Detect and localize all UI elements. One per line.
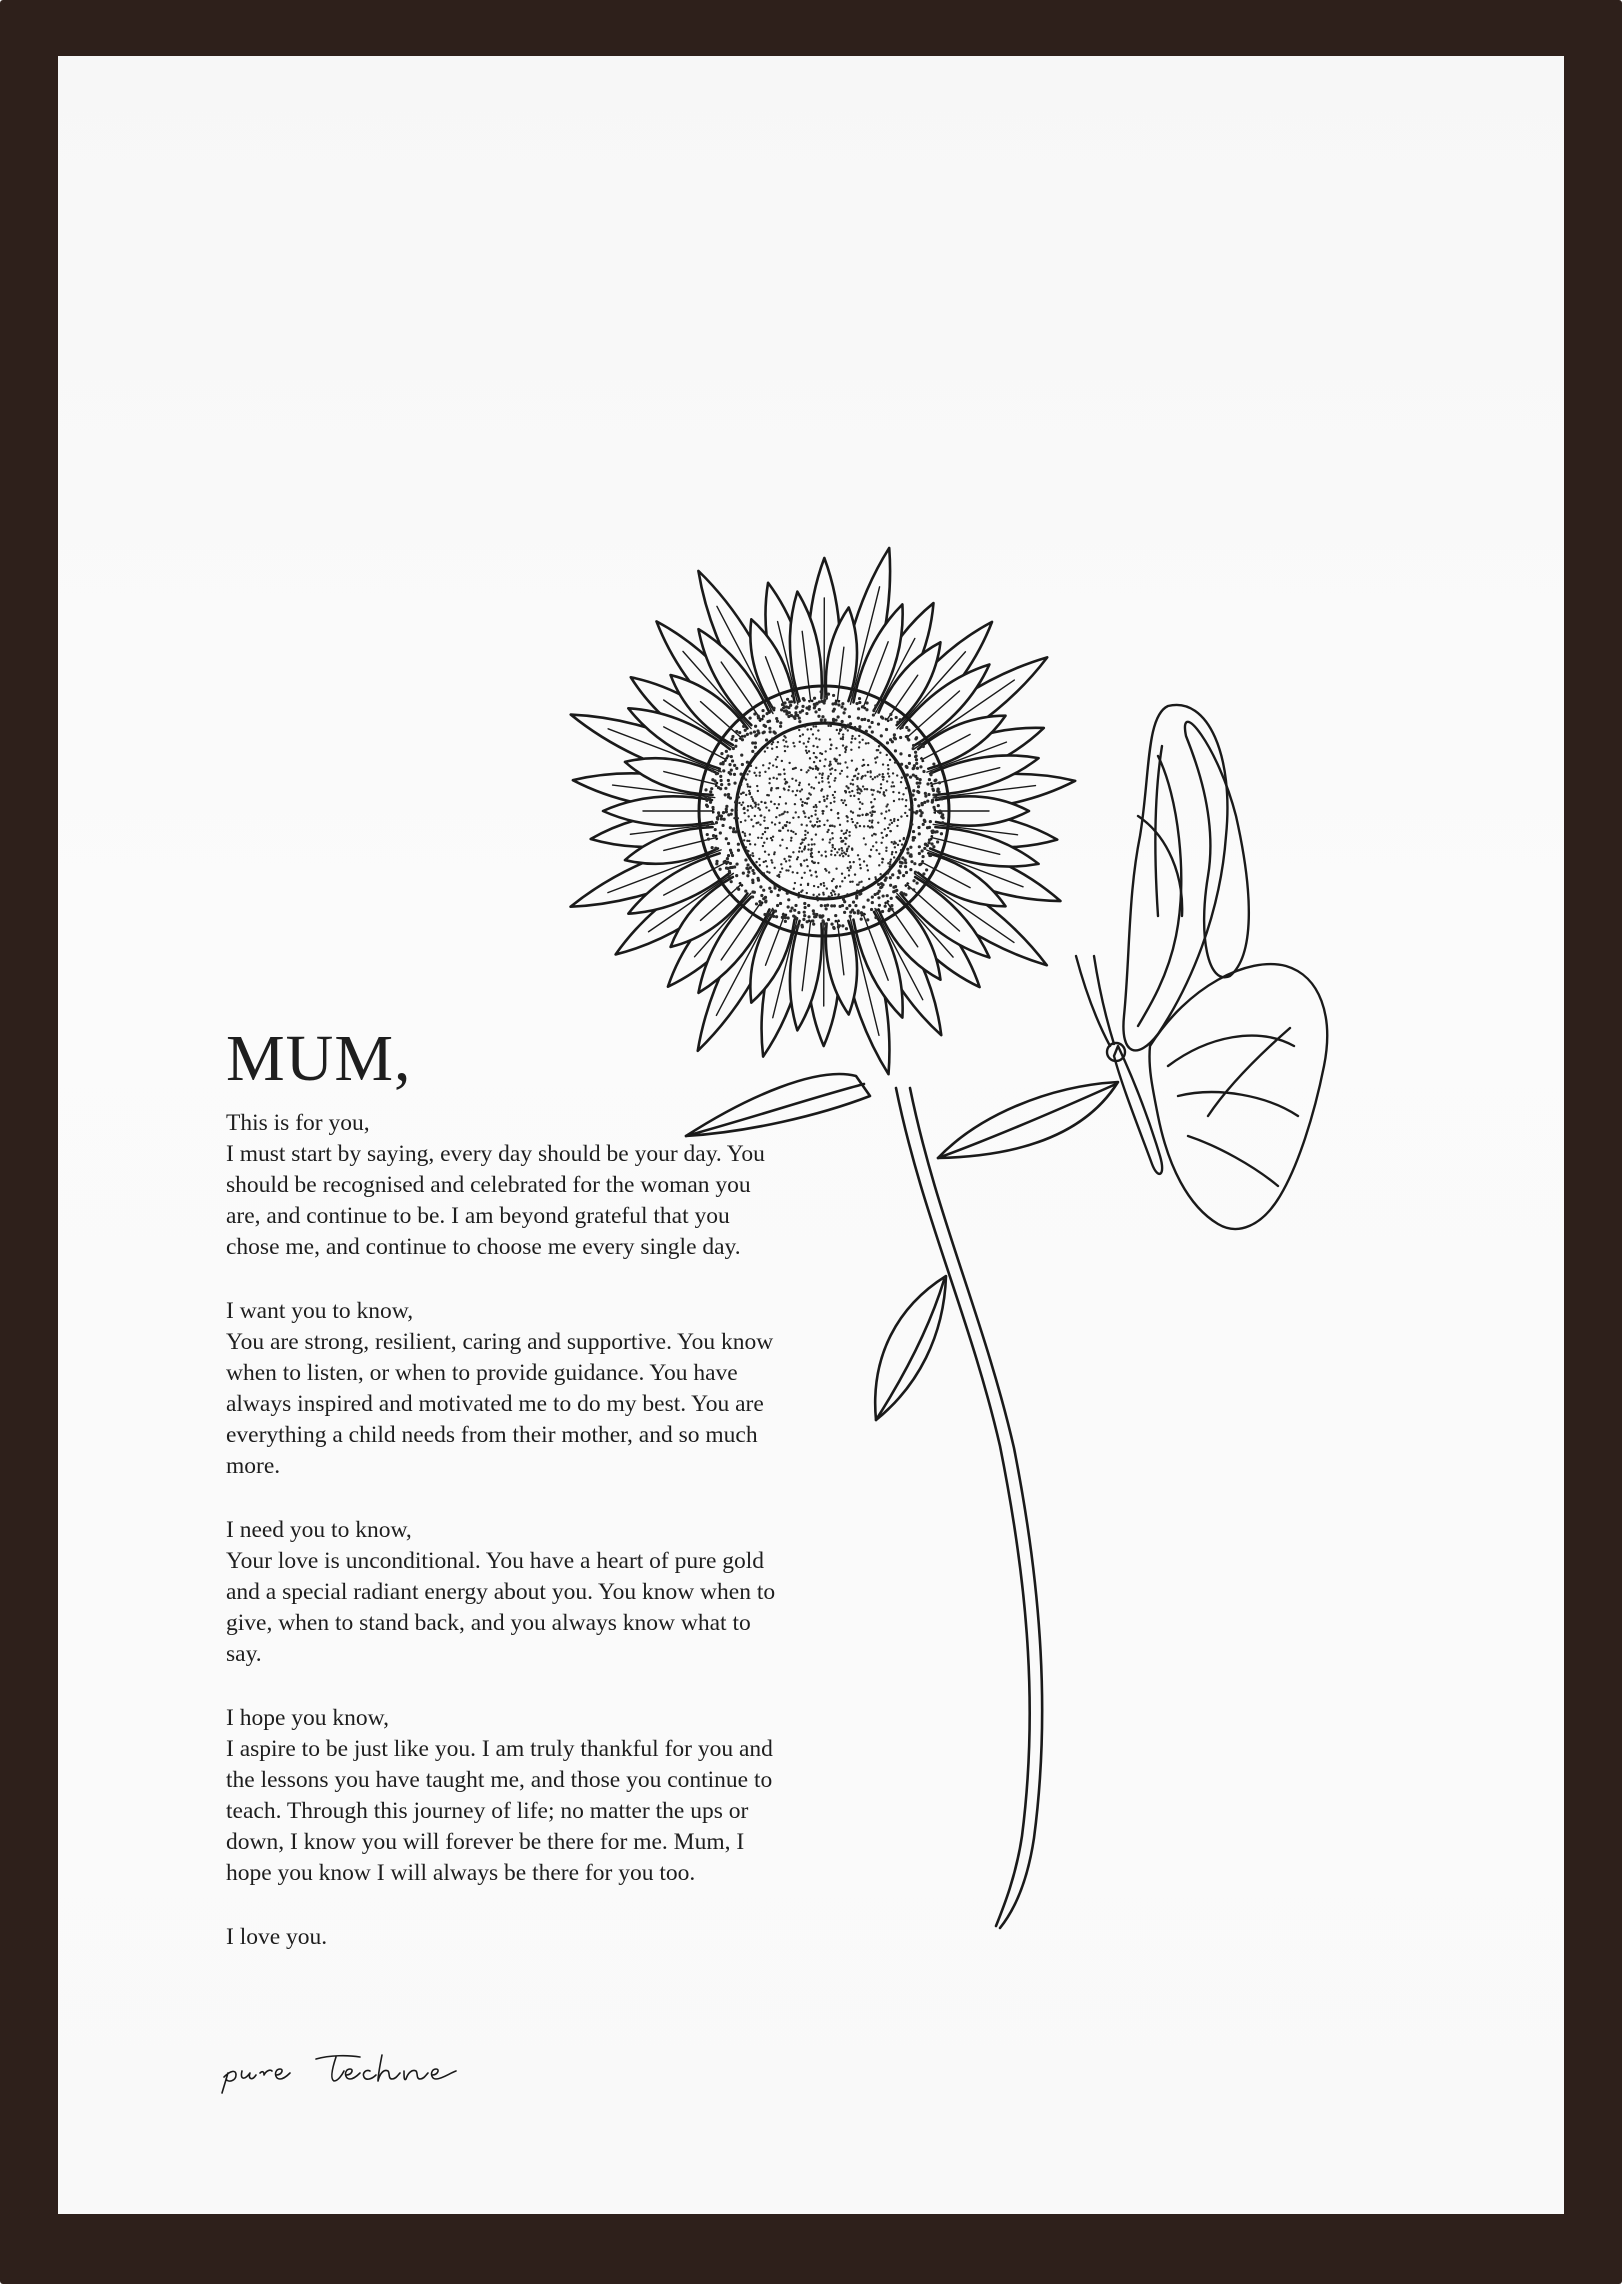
letter-paragraph: I want you to know, You are strong, resilient, caring and supportive. You know when to listen, or when to provide guidance. You have always inspired and motivated me to do my best. You are everything a child needs from their mother, and so much more. bbox=[226, 1298, 774, 1479]
letter-paragraph: This is for you, I must start by saying, every day should be your day. You should be recognised and celebrated for the woman you are, and continue to be. I am beyond grateful that you chose me, and continue to choose me every single day. bbox=[226, 1110, 765, 1260]
butterfly-icon bbox=[1076, 705, 1327, 1229]
signature-logo bbox=[220, 2041, 470, 2101]
leaf-icon bbox=[938, 1082, 1118, 1158]
poster-paper bbox=[58, 56, 1564, 2214]
letter-paragraph: I love you. bbox=[226, 1924, 328, 1950]
letter-text bbox=[226, 1022, 926, 1986]
letter-paragraph: I need you to know, Your love is unconditional. You have a heart of pure gold and a special radiant energy about you. You know when to give, when to stand back, and you always know what to say. bbox=[226, 1517, 776, 1667]
letter-paragraph: I hope you know, I aspire to be just like you. I am truly thankful for you and the lessons you have taught me, and those you continue to teach. Through this journey of life; no matter the ups or down, I know you will forever be there for me. Mum, I hope you know I will always be there for you too. bbox=[226, 1705, 773, 1886]
poster-title: MUM, bbox=[226, 1022, 412, 1095]
